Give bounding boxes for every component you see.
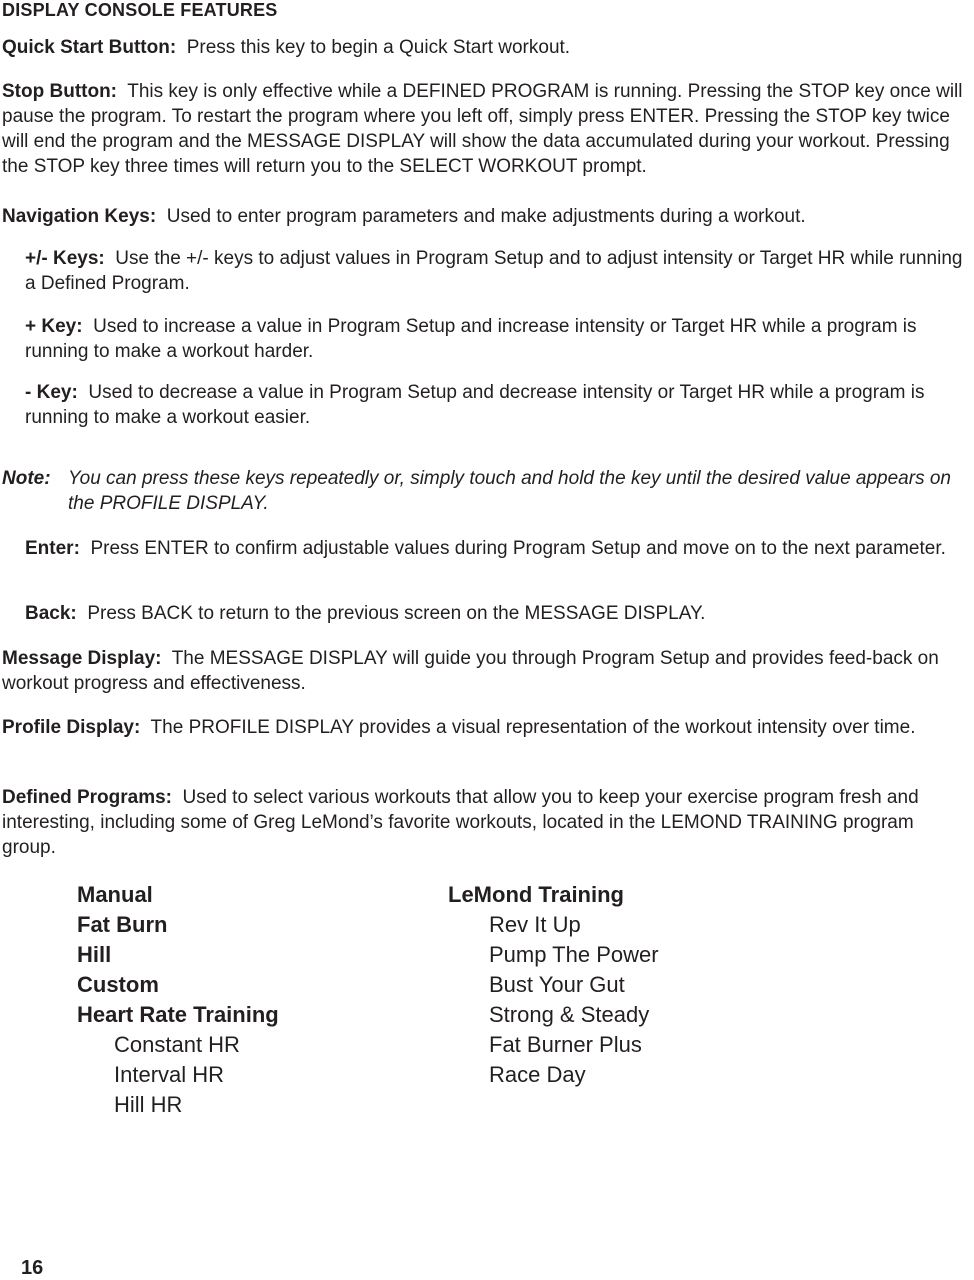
enter-key-term: Enter: (25, 538, 80, 559)
program-constant-hr: Constant HR (114, 1032, 240, 1057)
enter-key-description (25, 536, 973, 561)
message-display-term: Message Display: (2, 648, 162, 669)
programs-list-left (77, 880, 279, 1120)
program-strong-and-steady: Strong & Steady (489, 1002, 650, 1027)
program-interval-hr: Interval HR (114, 1062, 225, 1087)
section-heading: DISPLAY CONSOLE FEATURES (2, 0, 278, 20)
program-custom: Custom (77, 972, 159, 997)
program-manual: Manual (77, 882, 153, 907)
back-key-term: Back: (25, 603, 77, 624)
note-label: Note: (2, 468, 51, 489)
stop-button-text: This key is only effective while a DEFINED PROGRAM is running. Pressing the STOP key once will pause the program. To restart the program where you left off, simply press ENTER. Pressing the STOP key twice will end the program and the MESSAGE DISPLAY will show the data accumulated during your workout. Pressing the STOP key three times will return you to the SELECT WORKOUT prompt. (2, 81, 963, 177)
program-hill: Hill (77, 942, 112, 967)
profile-display-term: Profile Display: (2, 717, 141, 738)
plus-key-term: + Key: (25, 316, 83, 337)
minus-key-description (25, 380, 973, 430)
profile-display-text: The PROFILE DISPLAY provides a visual representation of the workout intensity over time. (150, 717, 916, 738)
quick-start-button-description (2, 35, 972, 60)
plus-key-description (25, 314, 973, 364)
plus-key-text: Used to increase a value in Program Setup and increase intensity or Target HR while a program is running to make a workout harder. (25, 316, 917, 362)
program-lemond-training: LeMond Training (448, 882, 624, 907)
minus-key-term: - Key: (25, 382, 78, 403)
program-race-day: Race Day (489, 1062, 586, 1087)
plus-minus-keys-term: +/- Keys: (25, 248, 105, 269)
navigation-keys-description (2, 204, 972, 229)
program-fat-burner-plus: Fat Burner Plus (489, 1032, 642, 1057)
defined-programs-text: Used to select various workouts that allow you to keep your exercise program fresh and interesting, including some of Greg LeMond’s favorite workouts, located in the LEMOND TRAINING program group. (2, 787, 919, 858)
back-key-text: Press BACK to return to the previous screen on the MESSAGE DISPLAY. (87, 603, 706, 624)
page-number: 16 (21, 1257, 44, 1279)
programs-list-right (448, 880, 659, 1090)
plus-minus-keys-description (25, 246, 973, 296)
minus-key-text: Used to decrease a value in Program Setup and decrease intensity or Target HR while a program is running to make a workout easier. (25, 382, 925, 428)
message-display-description (2, 646, 972, 696)
message-display-text: The MESSAGE DISPLAY will guide you through Program Setup and provides feed-back on workout progress and effectiveness. (2, 648, 939, 694)
defined-programs-description (2, 785, 972, 860)
program-pump-the-power: Pump The Power (489, 942, 659, 967)
program-rev-it-up: Rev It Up (489, 912, 581, 937)
stop-button-description (2, 79, 972, 179)
plus-minus-keys-text: Use the +/- keys to adjust values in Program Setup and to adjust intensity or Target HR while running a Defined Program. (25, 248, 963, 294)
program-fat-burn: Fat Burn (77, 912, 168, 937)
defined-programs-term: Defined Programs: (2, 787, 172, 808)
quick-start-button-text: Press this key to begin a Quick Start workout. (186, 37, 571, 58)
navigation-keys-term: Navigation Keys: (2, 206, 157, 227)
navigation-keys-text: Used to enter program parameters and make adjustments during a workout. (166, 206, 806, 227)
program-hill-hr: Hill HR (114, 1092, 183, 1117)
profile-display-description (2, 715, 972, 740)
enter-key-text: Press ENTER to confirm adjustable values during Program Setup and move on to the next parameter. (90, 538, 946, 559)
back-key-description (25, 601, 973, 626)
note-text: You can press these keys repeatedly or, simply touch and hold the key until the desired value appears on the PROFILE DISPLAY. (68, 468, 951, 514)
quick-start-button-term: Quick Start Button: (2, 37, 177, 58)
program-heart-rate-training: Heart Rate Training (77, 1002, 279, 1027)
program-bust-your-gut: Bust Your Gut (489, 972, 625, 997)
stop-button-term: Stop Button: (2, 81, 118, 102)
